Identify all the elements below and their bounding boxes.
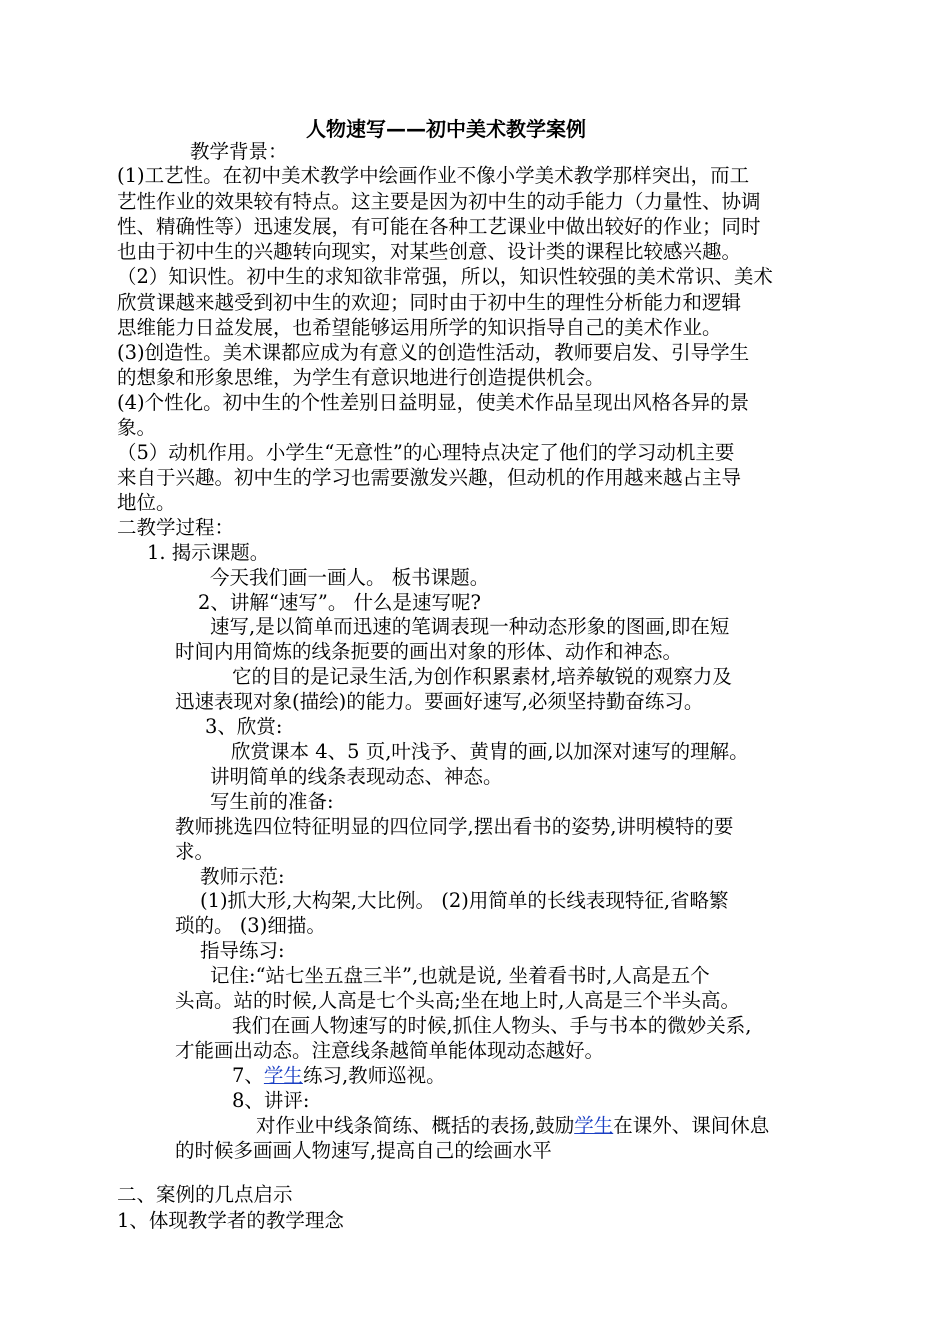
document-title: 人物速写——初中美术教学案例 <box>306 117 586 141</box>
student-link[interactable]: 学生 <box>574 1114 614 1137</box>
background-line: 思维能力日益发展，也希望能够运用所学的知识指导自己的美术作业。 <box>117 316 722 339</box>
background-line: (4)个性化。初中生的个性差别日益明显，使美术作品呈现出风格各异的景 <box>117 391 750 414</box>
process-line: 迅速表现对象(描绘)的能力。要画好速写,必须坚持勤奋练习。 <box>175 690 704 713</box>
process-line: 它的目的是记录生活,为创作积累素材,培养敏锐的观察力及 <box>232 665 732 688</box>
process-line: (1)抓大形,大构架,大比例。 (2)用简单的长线表现特征,省略繁 <box>200 889 729 912</box>
process-line: 时间内用简炼的线条扼要的画出对象的形体、动作和神态。 <box>175 640 683 663</box>
background-heading: 教学背景： <box>190 140 288 163</box>
background-line: 来自于兴趣。初中生的学习也需要激发兴趣，但动机的作用越来越占主导 <box>117 466 742 489</box>
student-link[interactable]: 学生 <box>263 1064 303 1087</box>
background-line: 地位。 <box>117 491 176 514</box>
process-line: 教师挑选四位特征明显的四位同学,摆出看书的姿势,讲明模特的要 <box>175 815 734 838</box>
process-line: 讲明简单的线条表现动态、神态。 <box>210 765 503 788</box>
step7-suffix: 练习,教师巡视。 <box>302 1064 446 1087</box>
process-line: 欣赏课本 4、5 页,叶浅予、黄胄的画,以加深对速写的理解。 <box>231 740 749 763</box>
process-line: 头高。站的时候,人高是七个头高;坐在地上时,人高是三个半头高。 <box>175 989 740 1012</box>
process-line: 3、欣赏: <box>205 715 283 738</box>
step7-line <box>232 1063 446 1089</box>
background-line: （2）知识性。初中生的求知欲非常强，所以，知识性较强的美术常识、美术 <box>117 265 773 288</box>
process-line: 写生前的准备: <box>210 790 334 813</box>
background-line: （5）动机作用。小学生“无意性”的心理特点决定了他们的学习动机主要 <box>117 441 735 464</box>
section2-item: 1、体现教学者的教学理念 <box>117 1209 344 1232</box>
comment-line <box>256 1113 769 1139</box>
background-line: (1)工艺性。在初中美术教学中绘画作业不像小学美术教学那样突出，而工 <box>117 164 750 187</box>
process-line: 教师示范: <box>200 865 285 888</box>
process-line: 求。 <box>175 840 215 863</box>
process-line: 指导练习: <box>200 939 285 962</box>
step8-line: 8、讲评: <box>232 1089 310 1112</box>
background-line: (3)创造性。美术课都应成为有意义的创造性活动，教师要启发、引导学生 <box>117 341 750 364</box>
process-line: 记住:“站七坐五盘三半”,也就是说, 坐着看书时,人高是五个 <box>210 964 710 987</box>
background-line: 欣赏课越来越受到初中生的欢迎；同时由于初中生的理性分析能力和逻辑 <box>117 291 742 314</box>
process-line: 今天我们画一画人。 板书课题。 <box>210 566 490 589</box>
process-line: 2、讲解“速写”。 什么是速写呢? <box>198 591 481 614</box>
comment-continuation: 的时候多画画人物速写,提高自己的绘画水平 <box>175 1139 552 1162</box>
comment-prefix: 对作业中线条简练、概括的表扬,鼓励 <box>256 1114 575 1137</box>
section2-heading: 二、案例的几点启示 <box>117 1183 293 1206</box>
process-line: 才能画出动态。注意线条越简单能体现动态越好。 <box>175 1039 605 1062</box>
process-heading: 二教学过程： <box>117 516 235 539</box>
process-line: 我们在画人物速写的时候,抓住人物头、手与书本的微妙关系, <box>232 1014 752 1037</box>
process-line: 1. 揭示课题。 <box>147 541 270 564</box>
background-line: 也由于初中生的兴趣转向现实，对某些创意、设计类的课程比较感兴趣。 <box>117 240 742 263</box>
comment-suffix: 在课外、课间休息 <box>613 1114 770 1137</box>
background-line: 象。 <box>117 416 157 439</box>
background-line: 艺性作业的效果较有特点。这主要是因为初中生的动手能力（力量性、协调 <box>117 190 761 213</box>
background-line: 的想象和形象思维，为学生有意识地进行创造提供机会。 <box>117 366 605 389</box>
background-line: 性、精确性等）迅速发展，有可能在各种工艺课业中做出较好的作业；同时 <box>117 215 761 238</box>
process-line: 速写,是以简单而迅速的笔调表现一种动态形象的图画,即在短 <box>210 615 730 638</box>
step7-prefix: 7、 <box>232 1064 264 1087</box>
process-line: 琐的。 (3)细描。 <box>175 914 326 937</box>
